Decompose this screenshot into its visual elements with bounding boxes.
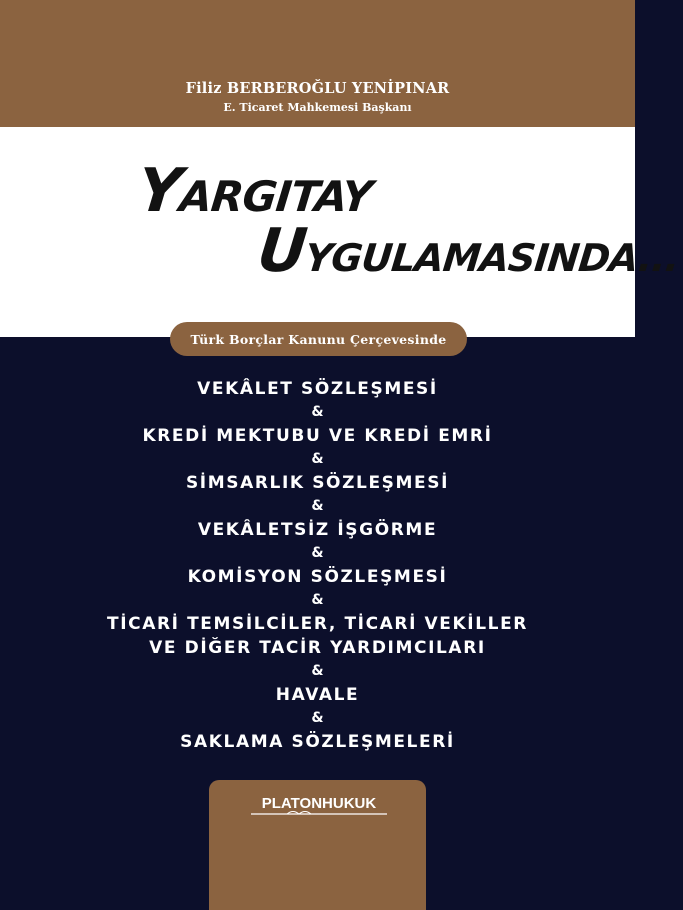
ampersand: & <box>311 404 324 420</box>
contents-item: SAKLAMA SÖZLEŞMELERİ <box>180 732 455 752</box>
ampersand: & <box>311 592 324 608</box>
contents-item: KOMİSYON SÖZLEŞMESİ <box>187 567 448 587</box>
contents-list <box>0 377 635 754</box>
ampersand: & <box>311 498 324 514</box>
publisher-name: PLATONHUKUK <box>261 795 377 812</box>
publisher-logo <box>249 792 389 822</box>
contents-item: VE DİĞER TACİR YARDIMCILARI <box>149 638 486 658</box>
contents-item: SİMSARLIK SÖZLEŞMESİ <box>185 473 450 493</box>
contents-item: KREDİ MEKTUBU VE KREDİ EMRİ <box>142 426 493 446</box>
contents-item: VEKÂLETSİZ İŞGÖRME <box>197 520 438 540</box>
subtitle-badge <box>170 322 467 356</box>
ampersand: & <box>311 545 324 561</box>
subtitle-text: Türk Borçlar Kanunu Çerçevesinde <box>190 331 447 347</box>
book-title-line2: UYGULAMASINDA... <box>254 216 681 286</box>
book-title-line1: YARGITAY <box>134 156 374 226</box>
author-name: Filiz BERBEROĞLU YENİPINAR <box>185 80 450 97</box>
contents-item: VEKÂLET SÖZLEŞMESİ <box>197 379 438 399</box>
contents-item: HAVALE <box>275 685 360 705</box>
ampersand: & <box>311 451 324 467</box>
contents-item: TİCARİ TEMSİLCİLER, TİCARİ VEKİLLER <box>107 614 528 634</box>
ampersand: & <box>311 710 324 726</box>
author-title: E. Ticaret Mahkemesi Başkanı <box>223 101 412 114</box>
ampersand: & <box>311 663 324 679</box>
